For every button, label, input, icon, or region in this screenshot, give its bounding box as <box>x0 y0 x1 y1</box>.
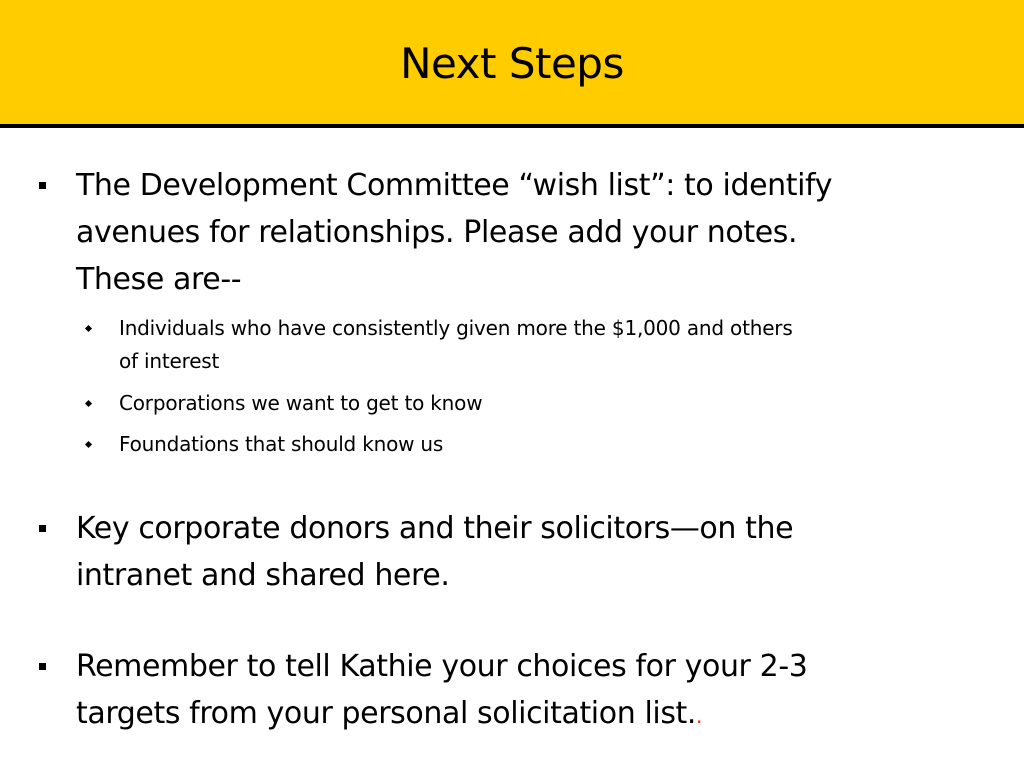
square-bullet-icon <box>39 182 46 189</box>
bullet-text-line: Key corporate donors and their solicitors—on the <box>76 511 794 546</box>
bullet-text-line <box>76 690 996 740</box>
diamond-bullet-icon <box>85 400 92 407</box>
red-trailing-mark: . <box>696 704 703 728</box>
bullet-text-line: Remember to tell Kathie your choices for your 2-3 <box>76 649 808 684</box>
bullet-text-span: targets from your personal solicitation list. <box>76 696 697 731</box>
sub-bullet-text-line: Individuals who have consistently given more the $1,000 and others <box>119 316 793 340</box>
sub-bullet-text-line: Foundations that should know us <box>119 432 444 456</box>
diamond-bullet-icon <box>85 325 92 332</box>
square-bullet-icon <box>39 663 46 670</box>
bullet-text-line: These are-- <box>76 262 242 297</box>
square-bullet-icon <box>39 525 46 532</box>
sub-bullet-text-line: Corporations we want to get to know <box>119 391 483 415</box>
sub-bullet-text-line: of interest <box>119 349 220 373</box>
bullet-text-line: avenues for relationships. Please add your notes. <box>76 215 798 250</box>
diamond-bullet-icon <box>85 441 92 448</box>
bullet-text-line: intranet and shared here. <box>76 558 450 593</box>
bullet-text-line: The Development Committee “wish list”: to identify <box>76 168 833 203</box>
slide-title: Next Steps <box>400 39 624 88</box>
